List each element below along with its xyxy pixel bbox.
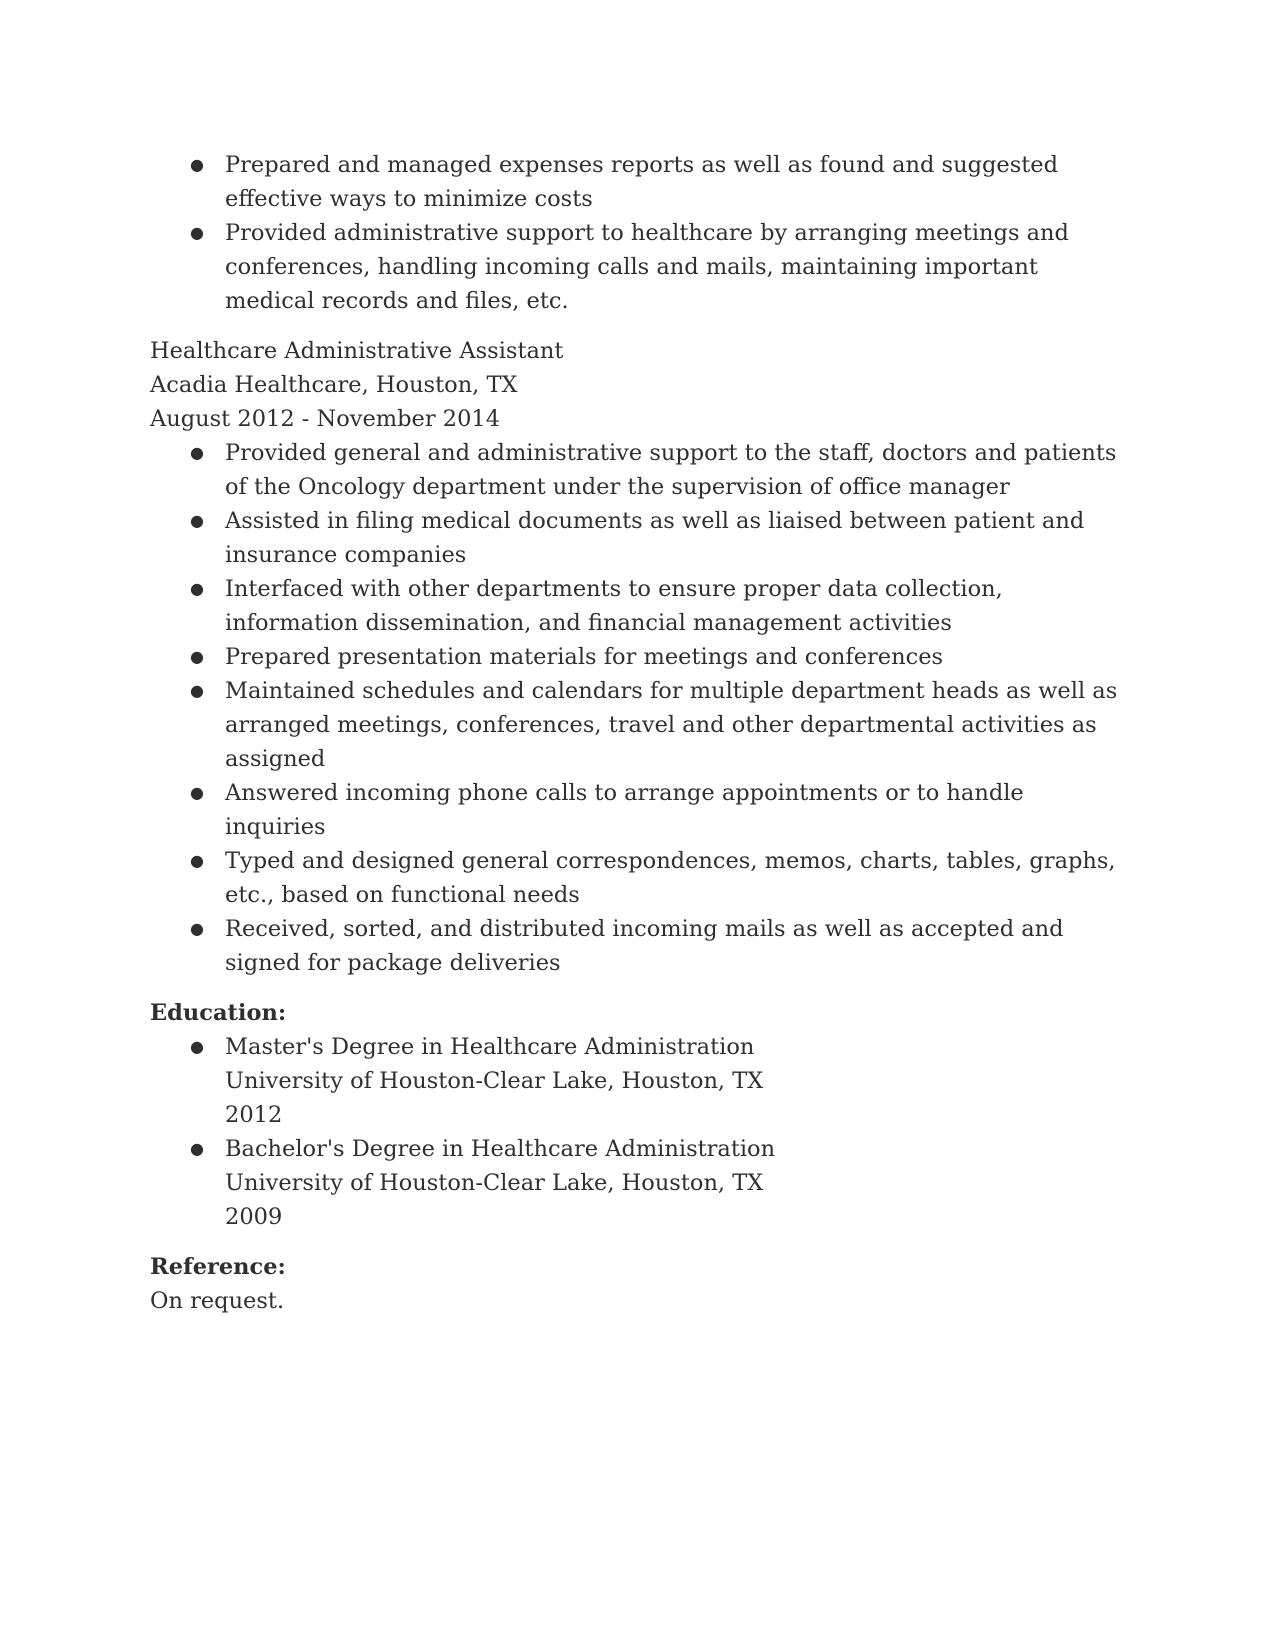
bullet-icon: ● bbox=[190, 681, 204, 700]
list-item bbox=[150, 148, 1130, 216]
bullet-text: Answered incoming phone calls to arrange appointments or to handle inquiries bbox=[225, 780, 1024, 840]
job-company: Acadia Healthcare, Houston, TX bbox=[150, 372, 518, 398]
job-title: Healthcare Administrative Assistant bbox=[150, 338, 564, 364]
bullet-text: Typed and designed general correspondences, memos, charts, tables, graphs, etc., based on functional needs bbox=[225, 848, 1116, 908]
job-bullet-list bbox=[150, 436, 1130, 980]
bullet-icon: ● bbox=[190, 919, 204, 938]
list-item bbox=[150, 844, 1130, 912]
bullet-text: Received, sorted, and distributed incoming mails as well as accepted and signed for package deliveries bbox=[225, 916, 1064, 976]
spacer bbox=[150, 318, 1130, 334]
bullet-icon: ● bbox=[190, 851, 204, 870]
bullet-icon: ● bbox=[190, 1037, 204, 1056]
job-entry bbox=[150, 334, 1130, 980]
spacer bbox=[150, 1234, 1130, 1250]
bullet-text: Prepared and managed expenses reports as well as found and suggested effective ways to minimize costs bbox=[225, 152, 1059, 212]
bullet-text: Provided administrative support to healthcare by arranging meetings and conferences, handling incoming calls and mails, maintaining important medical records and files, etc. bbox=[225, 220, 1069, 314]
previous-job-bullet-list bbox=[150, 148, 1130, 318]
reference-heading: Reference: bbox=[150, 1254, 286, 1280]
list-item bbox=[150, 640, 1130, 674]
education-school: University of Houston-Clear Lake, Houston, TX bbox=[225, 1068, 764, 1094]
education-year: 2012 bbox=[225, 1102, 283, 1128]
job-dates: August 2012 - November 2014 bbox=[150, 406, 501, 432]
bullet-icon: ● bbox=[190, 783, 204, 802]
list-item bbox=[150, 504, 1130, 572]
education-list bbox=[150, 1030, 1130, 1234]
bullet-text: Prepared presentation materials for meetings and conferences bbox=[225, 644, 944, 670]
list-item bbox=[150, 436, 1130, 504]
education-school: University of Houston-Clear Lake, Houston, TX bbox=[225, 1170, 764, 1196]
list-item bbox=[150, 674, 1130, 776]
spacer bbox=[150, 980, 1130, 996]
education-section bbox=[150, 996, 1130, 1234]
bullet-text: Assisted in filing medical documents as well as liaised between patient and insurance companies bbox=[225, 508, 1085, 568]
list-item bbox=[150, 216, 1130, 318]
list-item bbox=[150, 1030, 1130, 1132]
list-item bbox=[150, 1132, 1130, 1234]
bullet-icon: ● bbox=[190, 443, 204, 462]
bullet-icon: ● bbox=[190, 579, 204, 598]
bullet-text: Interfaced with other departments to ensure proper data collection, information dissemination, and financial management activities bbox=[225, 576, 1003, 636]
bullet-icon: ● bbox=[190, 511, 204, 530]
list-item bbox=[150, 776, 1130, 844]
bullet-icon: ● bbox=[190, 155, 204, 174]
bullet-icon: ● bbox=[190, 223, 204, 242]
resume-content bbox=[150, 148, 1130, 1318]
reference-text: On request. bbox=[150, 1288, 285, 1314]
education-year: 2009 bbox=[225, 1204, 283, 1230]
bullet-text: Maintained schedules and calendars for multiple department heads as well as arranged meetings, conferences, travel and other departmental activities as assigned bbox=[225, 678, 1118, 772]
education-heading: Education: bbox=[150, 1000, 287, 1026]
education-degree: Bachelor's Degree in Healthcare Administration bbox=[225, 1136, 776, 1162]
bullet-icon: ● bbox=[190, 647, 204, 666]
reference-section bbox=[150, 1250, 1130, 1318]
list-item bbox=[150, 912, 1130, 980]
education-degree: Master's Degree in Healthcare Administration bbox=[225, 1034, 755, 1060]
bullet-text: Provided general and administrative support to the staff, doctors and patients of the Oncology department under the supervision of office manager bbox=[225, 440, 1117, 500]
bullet-icon: ● bbox=[190, 1139, 204, 1158]
list-item bbox=[150, 572, 1130, 640]
